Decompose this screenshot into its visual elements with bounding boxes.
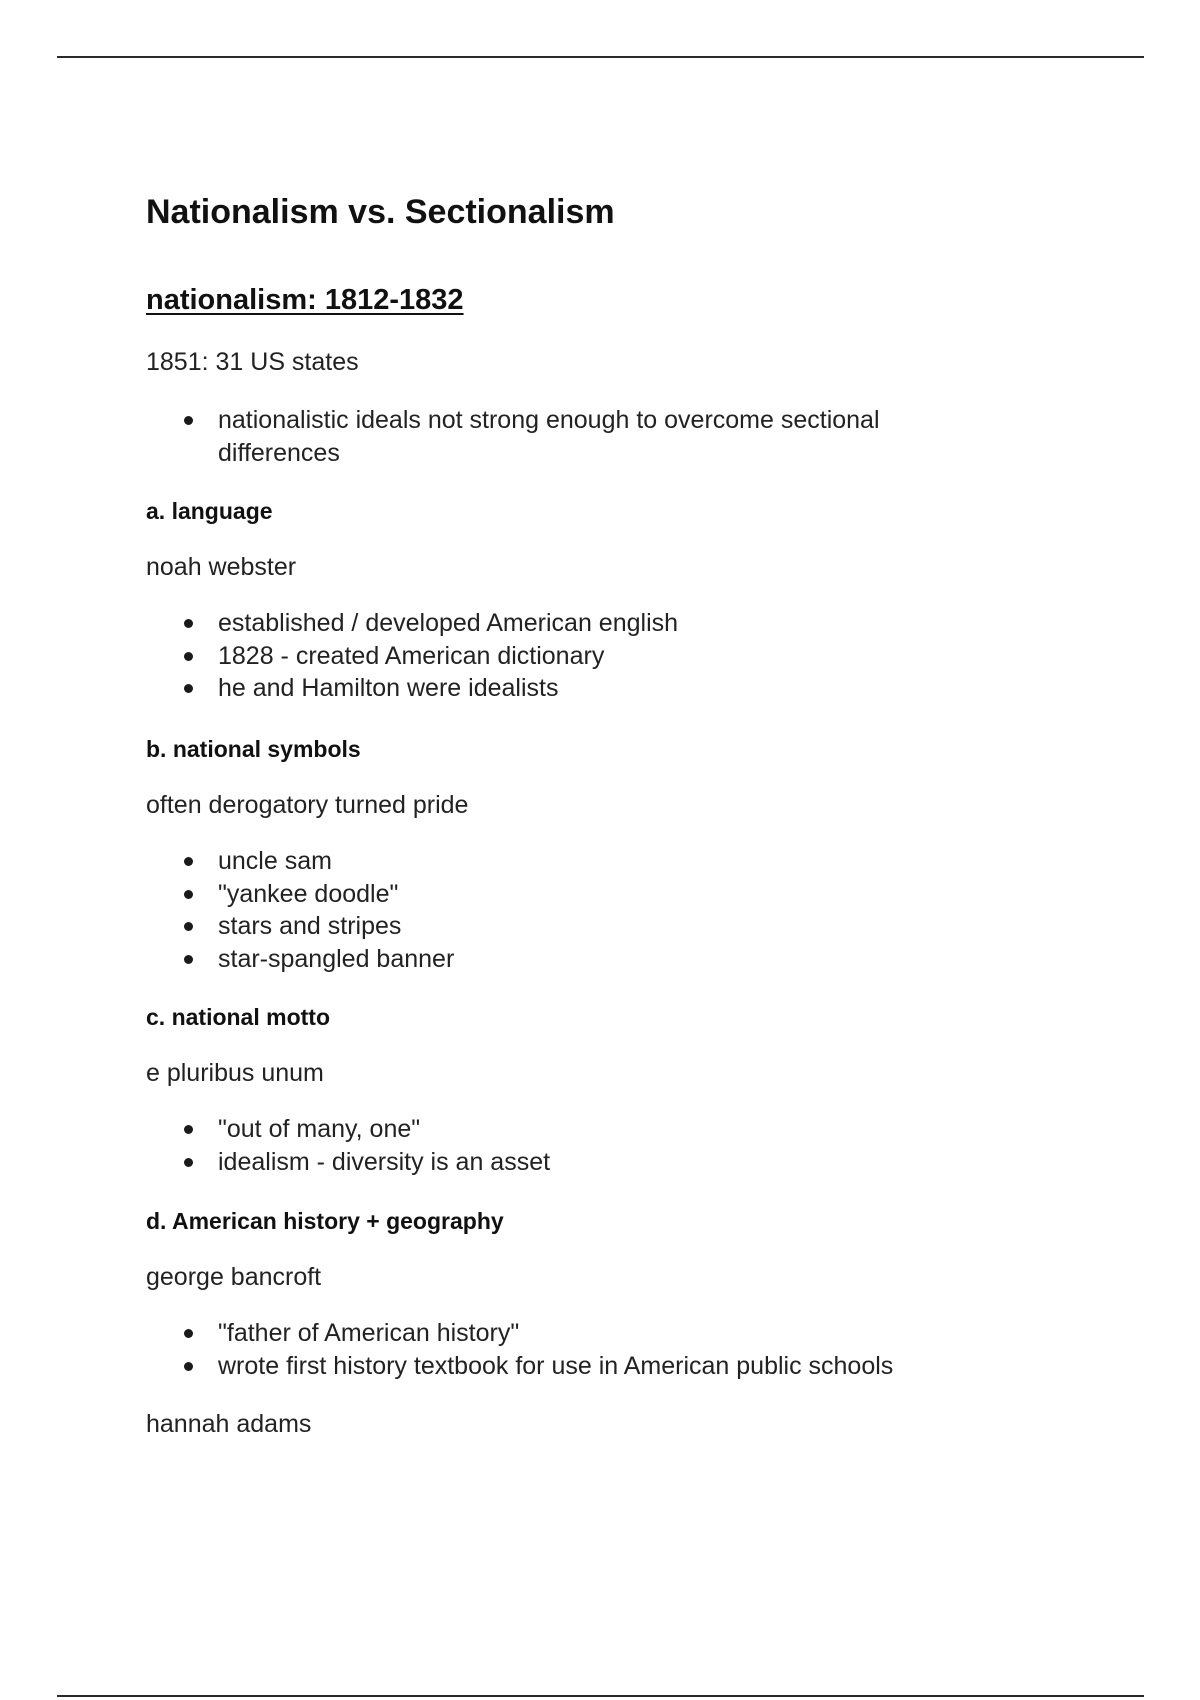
page-title: Nationalism vs. Sectionalism xyxy=(146,193,615,231)
list-item: wrote first history textbook for use in American public schools xyxy=(146,1350,998,1383)
list-item: stars and stripes xyxy=(146,910,998,943)
subsection-text: noah webster xyxy=(146,553,297,581)
list-item: star-spangled banner xyxy=(146,943,998,976)
intro-bullets xyxy=(146,404,998,469)
list-item: "out of many, one" xyxy=(146,1113,998,1146)
list-item: uncle sam xyxy=(146,845,998,878)
top-rule xyxy=(57,56,1144,58)
list-item: 1828 - created American dictionary xyxy=(146,640,998,673)
intro-text: 1851: 31 US states xyxy=(146,348,359,376)
list-item: "yankee doodle" xyxy=(146,878,998,911)
subsection-label-motto: c. national motto xyxy=(146,1004,330,1030)
symbols-bullets xyxy=(146,845,998,975)
bottom-rule xyxy=(57,1695,1144,1697)
history-bullets xyxy=(146,1317,998,1382)
list-item: "father of American history" xyxy=(146,1317,998,1350)
language-bullets xyxy=(146,607,998,705)
list-item: he and Hamilton were idealists xyxy=(146,672,998,705)
subsection-label-symbols: b. national symbols xyxy=(146,736,361,762)
subsection-text: george bancroft xyxy=(146,1263,322,1291)
list-item: established / developed American english xyxy=(146,607,998,640)
subsection-label-history: d. American history + geography xyxy=(146,1208,504,1234)
subsection-text: e pluribus unum xyxy=(146,1059,324,1087)
subsection-text: often derogatory turned pride xyxy=(146,791,469,819)
section-heading: nationalism: 1812-1832 xyxy=(146,284,464,316)
subsection-text: hannah adams xyxy=(146,1410,312,1438)
list-item: idealism - diversity is an asset xyxy=(146,1146,998,1179)
motto-bullets xyxy=(146,1113,998,1178)
subsection-label-language: a. language xyxy=(146,498,273,524)
list-item: nationalistic ideals not strong enough to overcome sectional differences xyxy=(146,404,998,469)
